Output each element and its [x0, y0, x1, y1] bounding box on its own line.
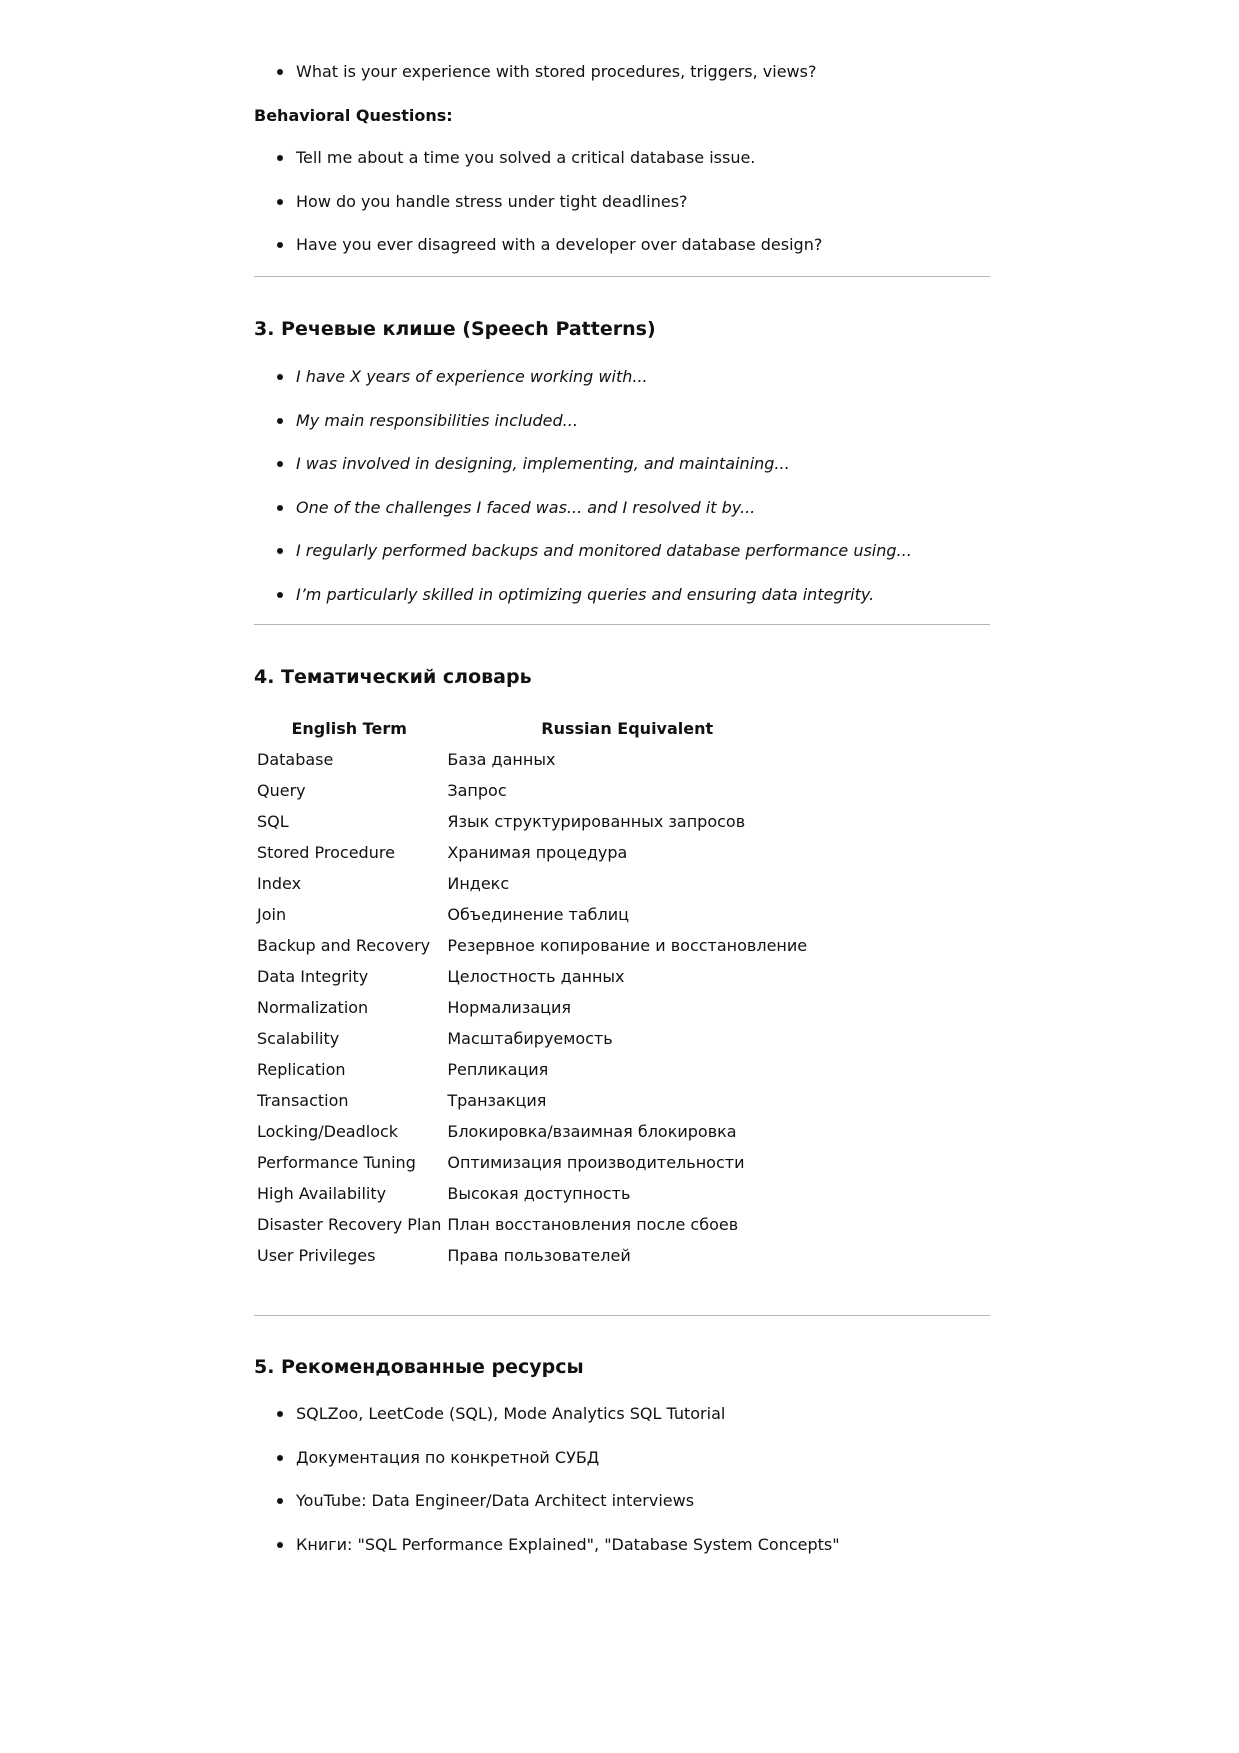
english-term-cell: Locking/Deadlock	[257, 1122, 399, 1141]
bullet-icon	[277, 374, 283, 380]
russian-equivalent-cell: База данных	[447, 750, 556, 769]
technical-questions-list	[254, 62, 816, 106]
english-term-cell: Backup and Recovery	[257, 936, 431, 955]
vocabulary-table	[254, 713, 810, 1271]
section-divider	[254, 624, 990, 625]
table-row	[254, 1023, 810, 1054]
english-term-cell: Performance Tuning	[257, 1153, 416, 1172]
english-term-cell: Data Integrity	[257, 967, 369, 986]
table-row	[254, 775, 810, 806]
list-item: Книги: "SQL Performance Explained", "Database System Concepts"	[254, 1535, 840, 1555]
table-row	[254, 868, 810, 899]
russian-equivalent-cell: Нормализация	[447, 998, 572, 1017]
bullet-icon	[277, 155, 283, 161]
behavioral-questions-label: Behavioral Questions:	[254, 106, 453, 125]
list-item: I have X years of experience working with...	[254, 367, 912, 387]
list-item: I’m particularly skilled in optimizing queries and ensuring data integrity.	[254, 585, 912, 605]
table-row	[254, 1085, 810, 1116]
list-item: I was involved in designing, implementing, and maintaining...	[254, 454, 912, 474]
section-divider	[254, 1315, 990, 1316]
russian-equivalent-cell: Хранимая процедура	[447, 843, 628, 862]
section-4-title: 4. Тематический словарь	[254, 666, 532, 688]
bullet-icon	[277, 592, 283, 598]
list-item: How do you handle stress under tight deadlines?	[254, 192, 822, 212]
english-term-cell: Replication	[257, 1060, 346, 1079]
russian-equivalent-cell: Оптимизация производительности	[447, 1153, 745, 1172]
russian-equivalent-cell: Транзакция	[447, 1091, 547, 1110]
russian-equivalent-cell: Блокировка/взаимная блокировка	[447, 1122, 737, 1141]
table-row	[254, 961, 810, 992]
english-term-cell: Index	[257, 874, 302, 893]
behavioral-questions-list	[254, 148, 822, 279]
english-term-cell: Query	[257, 781, 306, 800]
list-item: Документация по конкретной СУБД	[254, 1448, 840, 1468]
table-row	[254, 1054, 810, 1085]
bullet-icon	[277, 461, 283, 467]
english-term-cell: Join	[257, 905, 287, 924]
section-divider	[254, 276, 990, 277]
english-term-cell: Database	[257, 750, 334, 769]
list-item: One of the challenges I faced was... and I resolved it by...	[254, 498, 912, 518]
list-item: SQLZoo, LeetCode (SQL), Mode Analytics SQL Tutorial	[254, 1404, 840, 1424]
bullet-icon	[277, 242, 283, 248]
russian-equivalent-cell: Язык структурированных запросов	[447, 812, 746, 831]
table-row	[254, 1147, 810, 1178]
russian-equivalent-cell: Индекс	[447, 874, 510, 893]
english-term-cell: Scalability	[257, 1029, 340, 1048]
speech-patterns-list	[254, 367, 912, 629]
bullet-icon	[277, 1498, 283, 1504]
russian-equivalent-cell: Высокая доступность	[447, 1184, 631, 1203]
russian-equivalent-cell: Объединение таблиц	[447, 905, 630, 924]
english-term-cell: High Availability	[257, 1184, 387, 1203]
bullet-icon	[277, 1542, 283, 1548]
russian-equivalent-cell: Репликация	[447, 1060, 549, 1079]
bullet-icon	[277, 1411, 283, 1417]
english-term-cell: SQL	[257, 812, 289, 831]
table-row	[254, 1240, 810, 1271]
bullet-icon	[277, 418, 283, 424]
list-item: I regularly performed backups and monitored database performance using...	[254, 541, 912, 561]
table-row	[254, 806, 810, 837]
list-item: What is your experience with stored procedures, triggers, views?	[254, 62, 816, 82]
english-term-cell: Transaction	[257, 1091, 349, 1110]
english-term-cell: Stored Procedure	[257, 843, 395, 862]
list-item: YouTube: Data Engineer/Data Architect interviews	[254, 1491, 840, 1511]
table-header-row	[254, 713, 810, 744]
bullet-icon	[277, 548, 283, 554]
russian-equivalent-cell: Масштабируемость	[447, 1029, 613, 1048]
russian-equivalent-cell: Резервное копирование и восстановление	[447, 936, 808, 955]
table-row	[254, 1178, 810, 1209]
list-item: My main responsibilities included...	[254, 411, 912, 431]
russian-equivalent-cell: Права пользователей	[447, 1246, 631, 1265]
table-row	[254, 1209, 810, 1240]
english-term-cell: Disaster Recovery Plan	[257, 1215, 442, 1234]
bullet-icon	[277, 69, 283, 75]
english-term-cell: User Privileges	[257, 1246, 376, 1265]
bullet-icon	[277, 505, 283, 511]
bullet-icon	[277, 199, 283, 205]
column-header-english: English Term	[291, 719, 407, 738]
table-row	[254, 837, 810, 868]
table-row	[254, 899, 810, 930]
vocabulary-table-body	[254, 744, 810, 1271]
resources-list	[254, 1404, 840, 1578]
russian-equivalent-cell: Целостность данных	[447, 967, 625, 986]
table-row	[254, 744, 810, 775]
column-header-russian: Russian Equivalent	[541, 719, 714, 738]
english-term-cell: Normalization	[257, 998, 369, 1017]
table-row	[254, 930, 810, 961]
table-row	[254, 992, 810, 1023]
section-5-title: 5. Рекомендованные ресурсы	[254, 1356, 584, 1378]
list-item: Tell me about a time you solved a critical database issue.	[254, 148, 822, 168]
russian-equivalent-cell: Запрос	[447, 781, 507, 800]
table-row	[254, 1116, 810, 1147]
section-3-title: 3. Речевые клише (Speech Patterns)	[254, 318, 656, 340]
bullet-icon	[277, 1455, 283, 1461]
russian-equivalent-cell: План восстановления после сбоев	[447, 1215, 739, 1234]
list-item: Have you ever disagreed with a developer over database design?	[254, 235, 822, 255]
